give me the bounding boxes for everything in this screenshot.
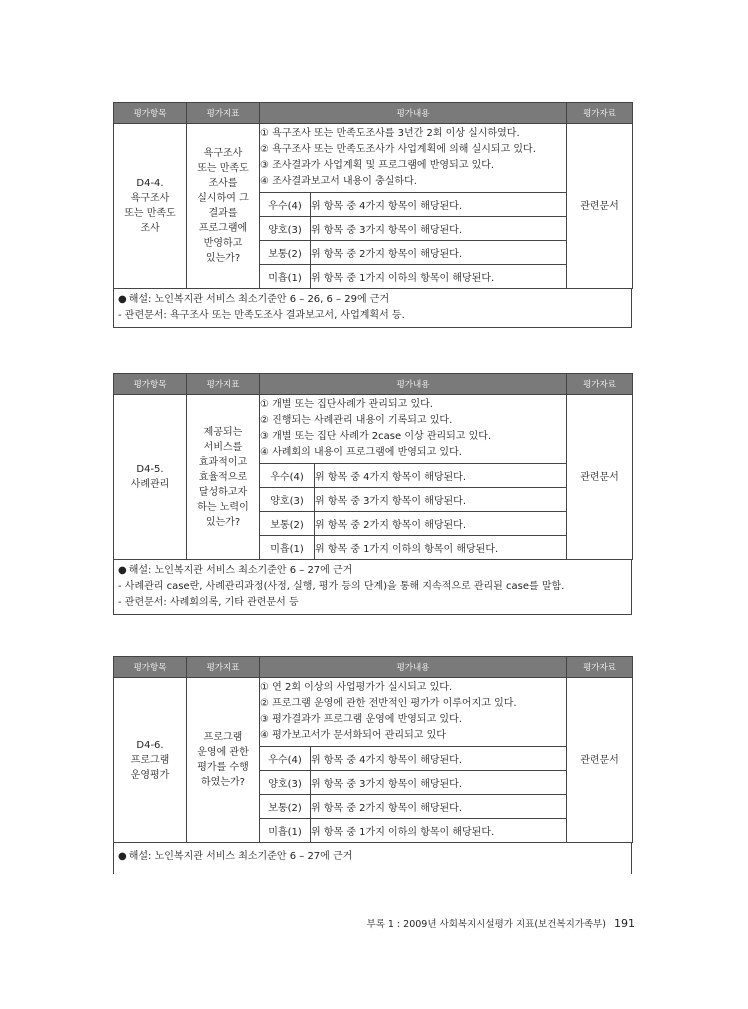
indicator-line: 반영하고 (203, 238, 243, 249)
item-code: D4-6. (136, 739, 164, 751)
indicator-cell (187, 395, 260, 560)
indicator-line: 하였는가? (201, 777, 245, 788)
rating-text: 위 항목 중 2가지 항목이 해당된다. (311, 241, 567, 265)
criteria-list (260, 124, 567, 193)
material-cell: 관련문서 (567, 124, 633, 289)
criteria-item: ② 욕구조사 또는 만족도조사가 사업계획에 의해 실시되고 있다. (260, 144, 536, 155)
rating-label: 미흡(1) (260, 265, 311, 289)
indicator-line: 실시하여 그 (197, 193, 249, 204)
rating-label: 보통(2) (260, 512, 315, 536)
criteria-item: ③ 조사결과가 사업계획 및 프로그램에 반영되고 있다. (260, 160, 495, 171)
criteria-list (260, 678, 567, 747)
material-cell: 관련문서 (567, 395, 633, 560)
rating-text: 위 항목 중 2가지 항목이 해당된다. (311, 795, 567, 819)
section-d4-5 (113, 373, 632, 615)
note-text: 해설: 노인복지관 서비스 최소기준안 6 – 27에 근거 (128, 851, 353, 862)
criteria-list (260, 395, 567, 464)
rating-text: 위 항목 중 1가지 이하의 항목이 해당된다. (311, 265, 567, 289)
header-material: 평가자료 (567, 103, 633, 124)
evaluation-table (113, 656, 633, 843)
rating-label: 우수(4) (260, 464, 315, 488)
note-text: 해설: 노인복지관 서비스 최소기준안 6 – 27에 근거 (128, 565, 353, 576)
header-content: 평가내용 (260, 657, 567, 678)
rating-label: 양호(3) (260, 771, 311, 795)
bullet-icon: ● (118, 294, 127, 305)
indicator-line: 하는 노력이 (197, 501, 249, 513)
note-line: - 관련문서: 욕구조사 또는 만족도조사 결과보고서, 사업계획서 등. (118, 310, 405, 321)
rating-text: 위 항목 중 2가지 항목이 해당된다. (315, 512, 567, 536)
header-indicator: 평가지표 (187, 374, 260, 395)
rating-label: 우수(4) (260, 193, 311, 217)
item-name-line: 프로그램 (130, 754, 170, 766)
item-name-line: 또는 만족도 (124, 208, 176, 219)
bullet-icon: ● (118, 565, 127, 576)
note-line (118, 563, 631, 579)
criteria-item: ② 진행되는 사례관리 내용이 기록되고 있다. (260, 415, 453, 426)
item-code: D4-5. (136, 464, 164, 475)
rating-text: 위 항목 중 1가지 이하의 항목이 해당된다. (311, 819, 567, 843)
header-item: 평가항목 (114, 374, 187, 395)
evaluation-table (113, 373, 633, 560)
page-footer (360, 916, 635, 930)
criteria-item: ④ 평가보고서가 문서화되어 관리되고 있다 (260, 730, 446, 741)
indicator-cell (187, 678, 260, 843)
header-item: 평가항목 (114, 103, 187, 124)
notes-box (113, 560, 632, 615)
header-material: 평가자료 (567, 374, 633, 395)
material-cell: 관련문서 (567, 678, 633, 843)
indicator-line: 평가를 수행 (197, 762, 249, 773)
rating-text: 위 항목 중 4가지 항목이 해당된다. (311, 747, 567, 771)
indicator-line: 효과적이고 (198, 456, 248, 468)
rating-label: 보통(2) (260, 795, 311, 819)
rating-label: 우수(4) (260, 747, 311, 771)
header-content: 평가내용 (260, 103, 567, 124)
notes-box (113, 289, 632, 328)
rating-text: 위 항목 중 4가지 항목이 해당된다. (311, 193, 567, 217)
indicator-line: 있는가? (205, 516, 241, 528)
indicator-line: 있는가? (205, 253, 241, 264)
indicator-line: 운영에 관한 (197, 747, 249, 758)
item-name-line: 운영평가 (130, 769, 170, 781)
rating-text: 위 항목 중 1가지 이하의 항목이 해당된다. (315, 536, 567, 560)
item-cell (114, 124, 187, 289)
indicator-line: 욕구조사 (203, 148, 243, 159)
rating-label: 보통(2) (260, 241, 311, 265)
item-code: D4-4. (136, 178, 164, 189)
note-line: - 사례관리 case란, 사례관리과정(사정, 실행, 평가 등의 단계)을 통해 지속적으로 관리된 case를 말함. (118, 581, 565, 592)
indicator-line: 결과를 (208, 208, 238, 219)
rating-text: 위 항목 중 3가지 항목이 해당된다. (315, 488, 567, 512)
rating-label: 미흡(1) (260, 819, 311, 843)
indicator-line: 달성하고자 (198, 486, 248, 498)
footer-text: 부록 1 : 2009년 사회복지시설평가 지표(보건복지가족부) (366, 919, 606, 930)
evaluation-table (113, 102, 633, 289)
criteria-item: ② 프로그램 운영에 관한 전반적인 평가가 이루어지고 있다. (260, 698, 517, 709)
indicator-line: 서비스를 (203, 441, 243, 453)
rating-label: 미흡(1) (260, 536, 315, 560)
section-d4-6 (113, 656, 632, 874)
item-name-line: 욕구조사 (130, 193, 170, 204)
item-cell (114, 395, 187, 560)
header-indicator: 평가지표 (187, 657, 260, 678)
bullet-icon: ● (118, 851, 127, 862)
criteria-item: ① 욕구조사 또는 만족도조사를 3년간 2회 이상 실시하였다. (260, 128, 520, 139)
header-indicator: 평가지표 (187, 103, 260, 124)
criteria-item: ③ 평가결과가 프로그램 운영에 반영되고 있다. (260, 714, 462, 725)
rating-text: 위 항목 중 4가지 항목이 해당된다. (315, 464, 567, 488)
rating-label: 양호(3) (260, 217, 311, 241)
indicator-line: 프로그램에 (198, 223, 248, 234)
note-line (118, 292, 631, 308)
item-cell (114, 678, 187, 843)
rating-text: 위 항목 중 3가지 항목이 해당된다. (311, 771, 567, 795)
rating-text: 위 항목 중 3가지 항목이 해당된다. (311, 217, 567, 241)
item-name-line: 사례관리 (130, 479, 170, 490)
criteria-item: ③ 개별 또는 집단 사례가 2case 이상 관리되고 있다. (260, 431, 492, 442)
header-content: 평가내용 (260, 374, 567, 395)
criteria-item: ① 연 2회 이상의 사업평가가 실시되고 있다. (260, 682, 453, 693)
rating-label: 양호(3) (260, 488, 315, 512)
header-item: 평가항목 (114, 657, 187, 678)
indicator-line: 프로그램 (203, 732, 243, 743)
item-name-line: 조사 (140, 223, 160, 234)
indicator-line: 조사를 (208, 178, 238, 189)
indicator-line: 제공되는 (203, 426, 243, 438)
page-number: 191 (614, 917, 635, 930)
indicator-cell (187, 124, 260, 289)
indicator-line: 또는 만족도 (197, 163, 249, 174)
criteria-item: ④ 조사결과보고서 내용이 충실하다. (260, 176, 417, 187)
note-text: 해설: 노인복지관 서비스 최소기준안 6 – 26, 6 – 29에 근거 (128, 294, 390, 305)
header-material: 평가자료 (567, 657, 633, 678)
indicator-line: 효율적으로 (198, 471, 248, 483)
criteria-item: ④ 사례회의 내용이 프로그램에 반영되고 있다. (260, 447, 462, 458)
note-line: - 관련문서: 사례회의록, 기타 관련문서 등 (118, 597, 299, 608)
section-d4-4 (113, 102, 632, 328)
criteria-item: ① 개별 또는 집단사례가 관리되고 있다. (260, 399, 433, 410)
note-line (118, 849, 631, 865)
notes-box (113, 843, 632, 874)
